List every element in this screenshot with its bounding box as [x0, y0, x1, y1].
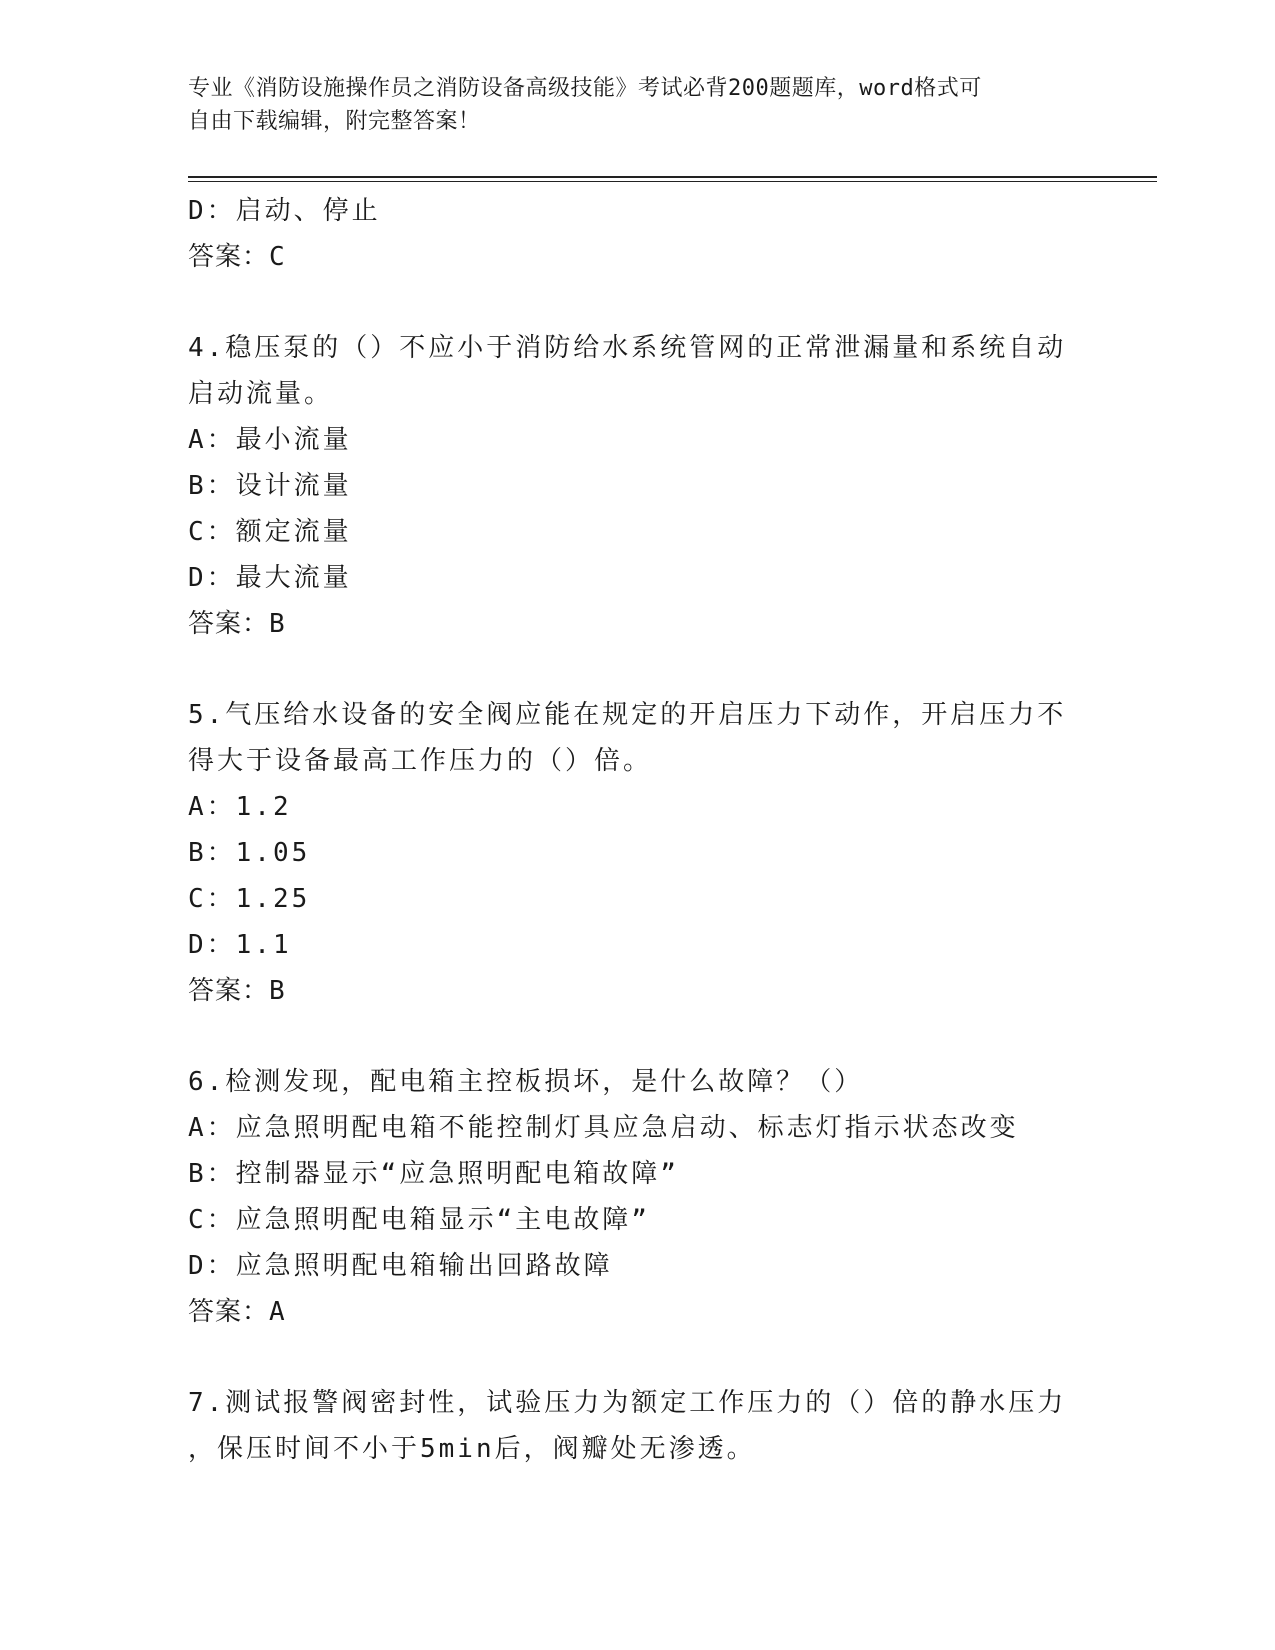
option-a: A：1.2: [188, 792, 292, 822]
answer-line: 答案：B: [188, 976, 286, 1006]
option-d: D：应急照明配电箱输出回路故障: [188, 1251, 613, 1281]
option-c: C：额定流量: [188, 517, 352, 547]
option-a: A：应急照明配电箱不能控制灯具应急启动、标志灯指示状态改变: [188, 1113, 1019, 1143]
option-c: C：1.25: [188, 884, 311, 914]
answer-line: 答案：A: [188, 1297, 286, 1327]
page-header: [188, 72, 1068, 138]
question-block: [188, 692, 1068, 1014]
question-stem: 5.气压给水设备的安全阀应能在规定的开启压力下动作，开启压力不: [188, 700, 1067, 730]
option-c: C：应急照明配电箱显示“主电故障”: [188, 1205, 650, 1235]
option-b: B：控制器显示“应急照明配电箱故障”: [188, 1159, 679, 1189]
question-stem: ，保压时间不小于5min后，阀瓣处无渗透。: [188, 1434, 756, 1464]
answer-line: 答案：C: [188, 242, 286, 272]
question-stem: 6.检测发现，配电箱主控板损坏，是什么故障？（）: [188, 1067, 864, 1097]
question-stem: 7.测试报警阀密封性，试验压力为额定工作压力的（）倍的静水压力: [188, 1388, 1067, 1418]
header-rule-thin: [188, 181, 1157, 182]
option-d: D：1.1: [188, 930, 292, 960]
header-line-2: 自由下载编辑，附完整答案！: [188, 109, 481, 134]
option-d: D：最大流量: [188, 563, 352, 593]
option-a: A：最小流量: [188, 425, 352, 455]
header-line-1: 专业《消防设施操作员之消防设备高级技能》考试必背200题题库，word格式可: [188, 76, 982, 101]
option-b: B：1.05: [188, 838, 311, 868]
question-stem: 启动流量。: [188, 379, 334, 409]
question-block: [188, 325, 1068, 647]
option-b: B：设计流量: [188, 471, 352, 501]
option-d: D：启动、停止: [188, 196, 381, 226]
question-list: [188, 188, 1068, 1472]
header-rule-thick: [188, 176, 1157, 178]
question-block: [188, 1380, 1068, 1472]
question-stem: 得大于设备最高工作压力的（）倍。: [188, 746, 653, 776]
question-stem: 4.稳压泵的（）不应小于消防给水系统管网的正常泄漏量和系统自动: [188, 333, 1067, 363]
question-block: [188, 1059, 1068, 1335]
answer-line: 答案：B: [188, 609, 286, 639]
